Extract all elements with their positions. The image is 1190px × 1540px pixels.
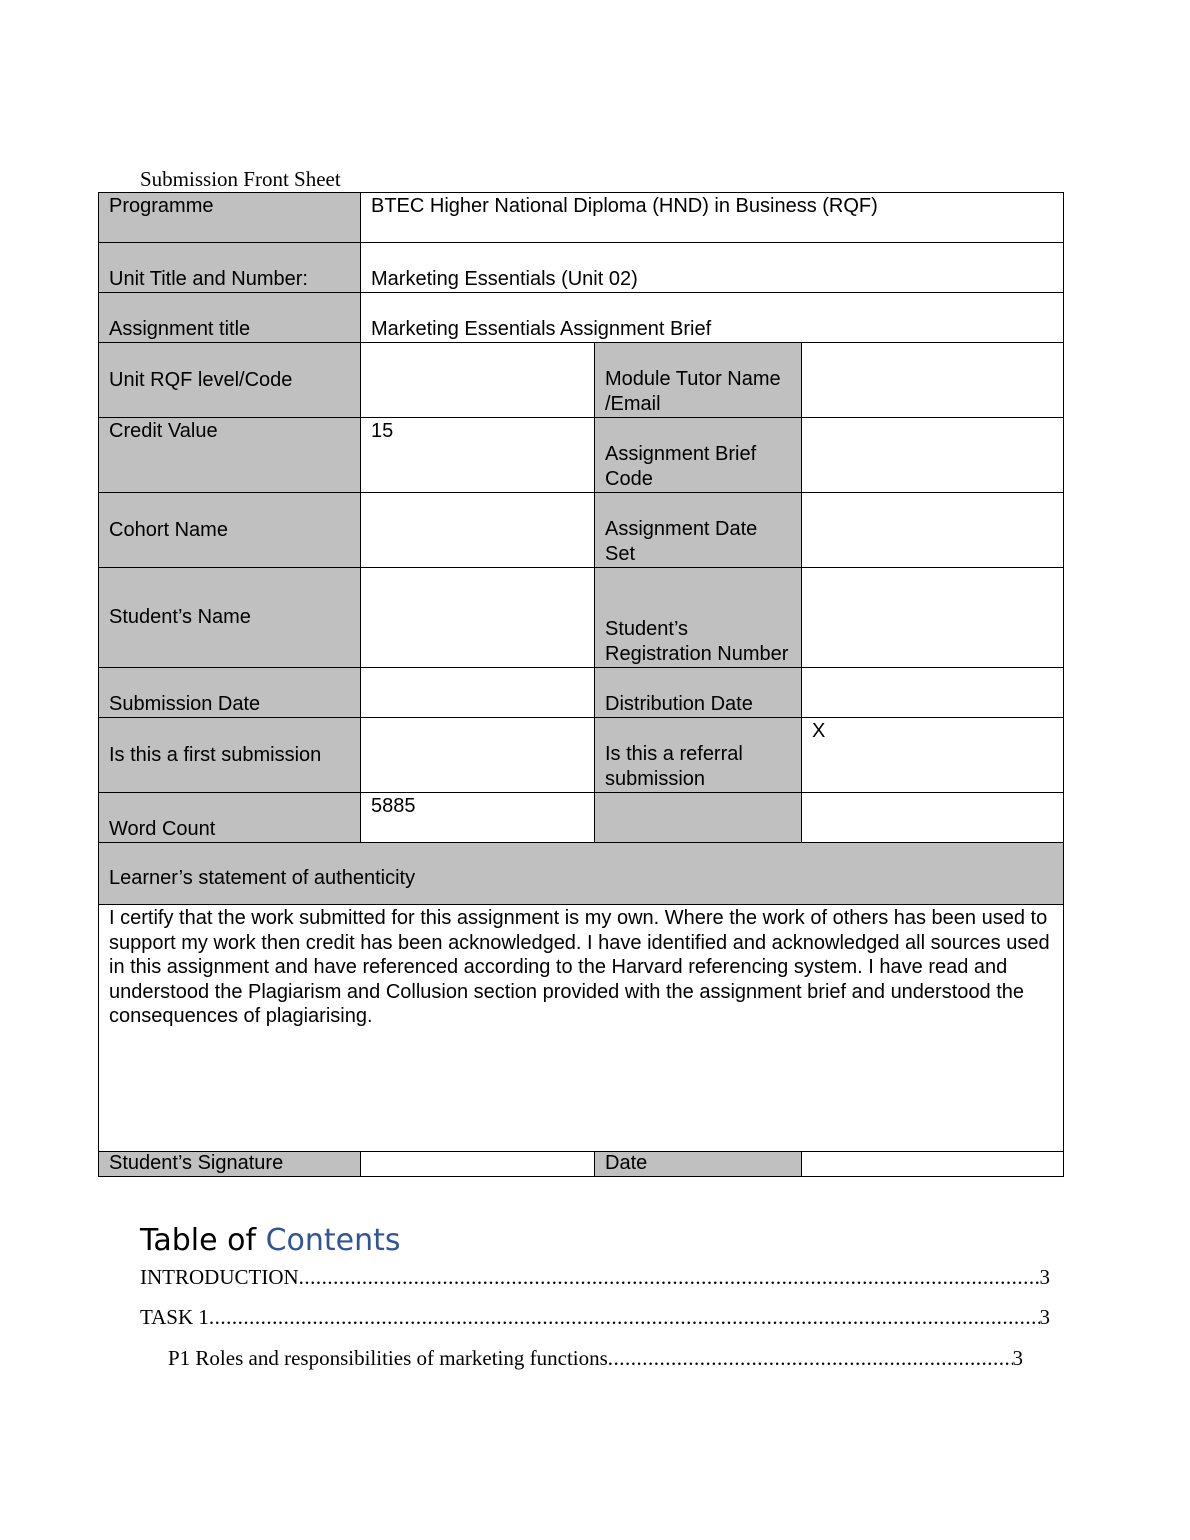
referral-label: Is this a referral submission xyxy=(594,717,802,793)
credit-value-label: Credit Value xyxy=(98,417,361,493)
programme-label: Programme xyxy=(98,192,361,243)
word-count-value[interactable]: 5885 xyxy=(360,792,595,843)
cohort-name-value[interactable] xyxy=(360,492,595,568)
unit-rqf-label: Unit RQF level/Code xyxy=(98,342,361,418)
brief-code-value[interactable] xyxy=(801,417,1064,493)
brief-code-label: Assignment Brief Code xyxy=(594,417,802,493)
student-name-label: Student’s Name xyxy=(98,567,361,668)
toc-title: Table of Contents xyxy=(140,1223,401,1258)
assignment-title-value[interactable]: Marketing Essentials Assignment Brief xyxy=(360,292,1064,343)
date-set-value[interactable] xyxy=(801,492,1064,568)
date-set-label: Assignment Date Set xyxy=(594,492,802,568)
unit-title-value[interactable]: Marketing Essentials (Unit 02) xyxy=(360,242,1064,293)
toc-leader xyxy=(299,1264,1040,1290)
signature-label: Student’s Signature xyxy=(98,1151,361,1177)
registration-label: Student’s Registration Number xyxy=(594,567,802,668)
first-submission-value[interactable] xyxy=(360,717,595,793)
registration-value[interactable] xyxy=(801,567,1064,668)
toc-entry-page: 3 xyxy=(1039,1265,1050,1289)
submission-date-value[interactable] xyxy=(360,667,595,718)
date-label: Date xyxy=(594,1151,802,1177)
distribution-date-value[interactable] xyxy=(801,667,1064,718)
blank-value-cell[interactable] xyxy=(801,792,1064,843)
submission-date-label: Submission Date xyxy=(98,667,361,718)
credit-value[interactable]: 15 xyxy=(360,417,595,493)
referral-value[interactable]: X xyxy=(801,717,1064,793)
toc-entry-text: INTRODUCTION xyxy=(140,1265,299,1289)
toc-leader xyxy=(608,1345,1013,1371)
signature-value[interactable] xyxy=(360,1151,595,1177)
assignment-title-label: Assignment title xyxy=(98,292,361,343)
toc-entry-text: P1 Roles and responsibilities of marketing functions xyxy=(168,1346,608,1370)
date-value[interactable] xyxy=(801,1151,1064,1177)
cohort-name-label: Cohort Name xyxy=(98,492,361,568)
blank-label-cell xyxy=(594,792,802,843)
page-heading: Submission Front Sheet xyxy=(140,167,341,191)
unit-rqf-value[interactable] xyxy=(360,342,595,418)
toc-entry[interactable] xyxy=(168,1345,1023,1371)
tutor-label: Module Tutor Name /Email xyxy=(594,342,802,418)
first-submission-label: Is this a first submission xyxy=(98,717,361,793)
toc-entry-text: TASK 1 xyxy=(140,1305,209,1329)
tutor-value[interactable] xyxy=(801,342,1064,418)
toc-leader xyxy=(209,1304,1040,1330)
toc-entry[interactable] xyxy=(140,1304,1050,1330)
distribution-date-label: Distribution Date xyxy=(594,667,802,718)
authenticity-label: Learner’s statement of authenticity xyxy=(98,842,1064,905)
student-name-value[interactable] xyxy=(360,567,595,668)
word-count-label: Word Count xyxy=(98,792,361,843)
toc-title-accent: Contents xyxy=(265,1223,401,1258)
programme-value[interactable]: BTEC Higher National Diploma (HND) in Business (RQF) xyxy=(360,192,1064,243)
toc-entry[interactable] xyxy=(140,1264,1050,1290)
unit-title-label: Unit Title and Number: xyxy=(98,242,361,293)
toc-entry-page: 3 xyxy=(1012,1346,1023,1370)
authenticity-statement: I certify that the work submitted for this assignment is my own. Where the work of others has been used to support my work then credit has been acknowledged. I have identified and acknowledged all sources used in this assignment and have referenced according to the Harvard referencing system. I have read and understood the Plagiarism and Collusion section provided with the assignment brief and understood the consequences of plagiarising. xyxy=(98,904,1064,1152)
toc-entry-page: 3 xyxy=(1039,1305,1050,1329)
